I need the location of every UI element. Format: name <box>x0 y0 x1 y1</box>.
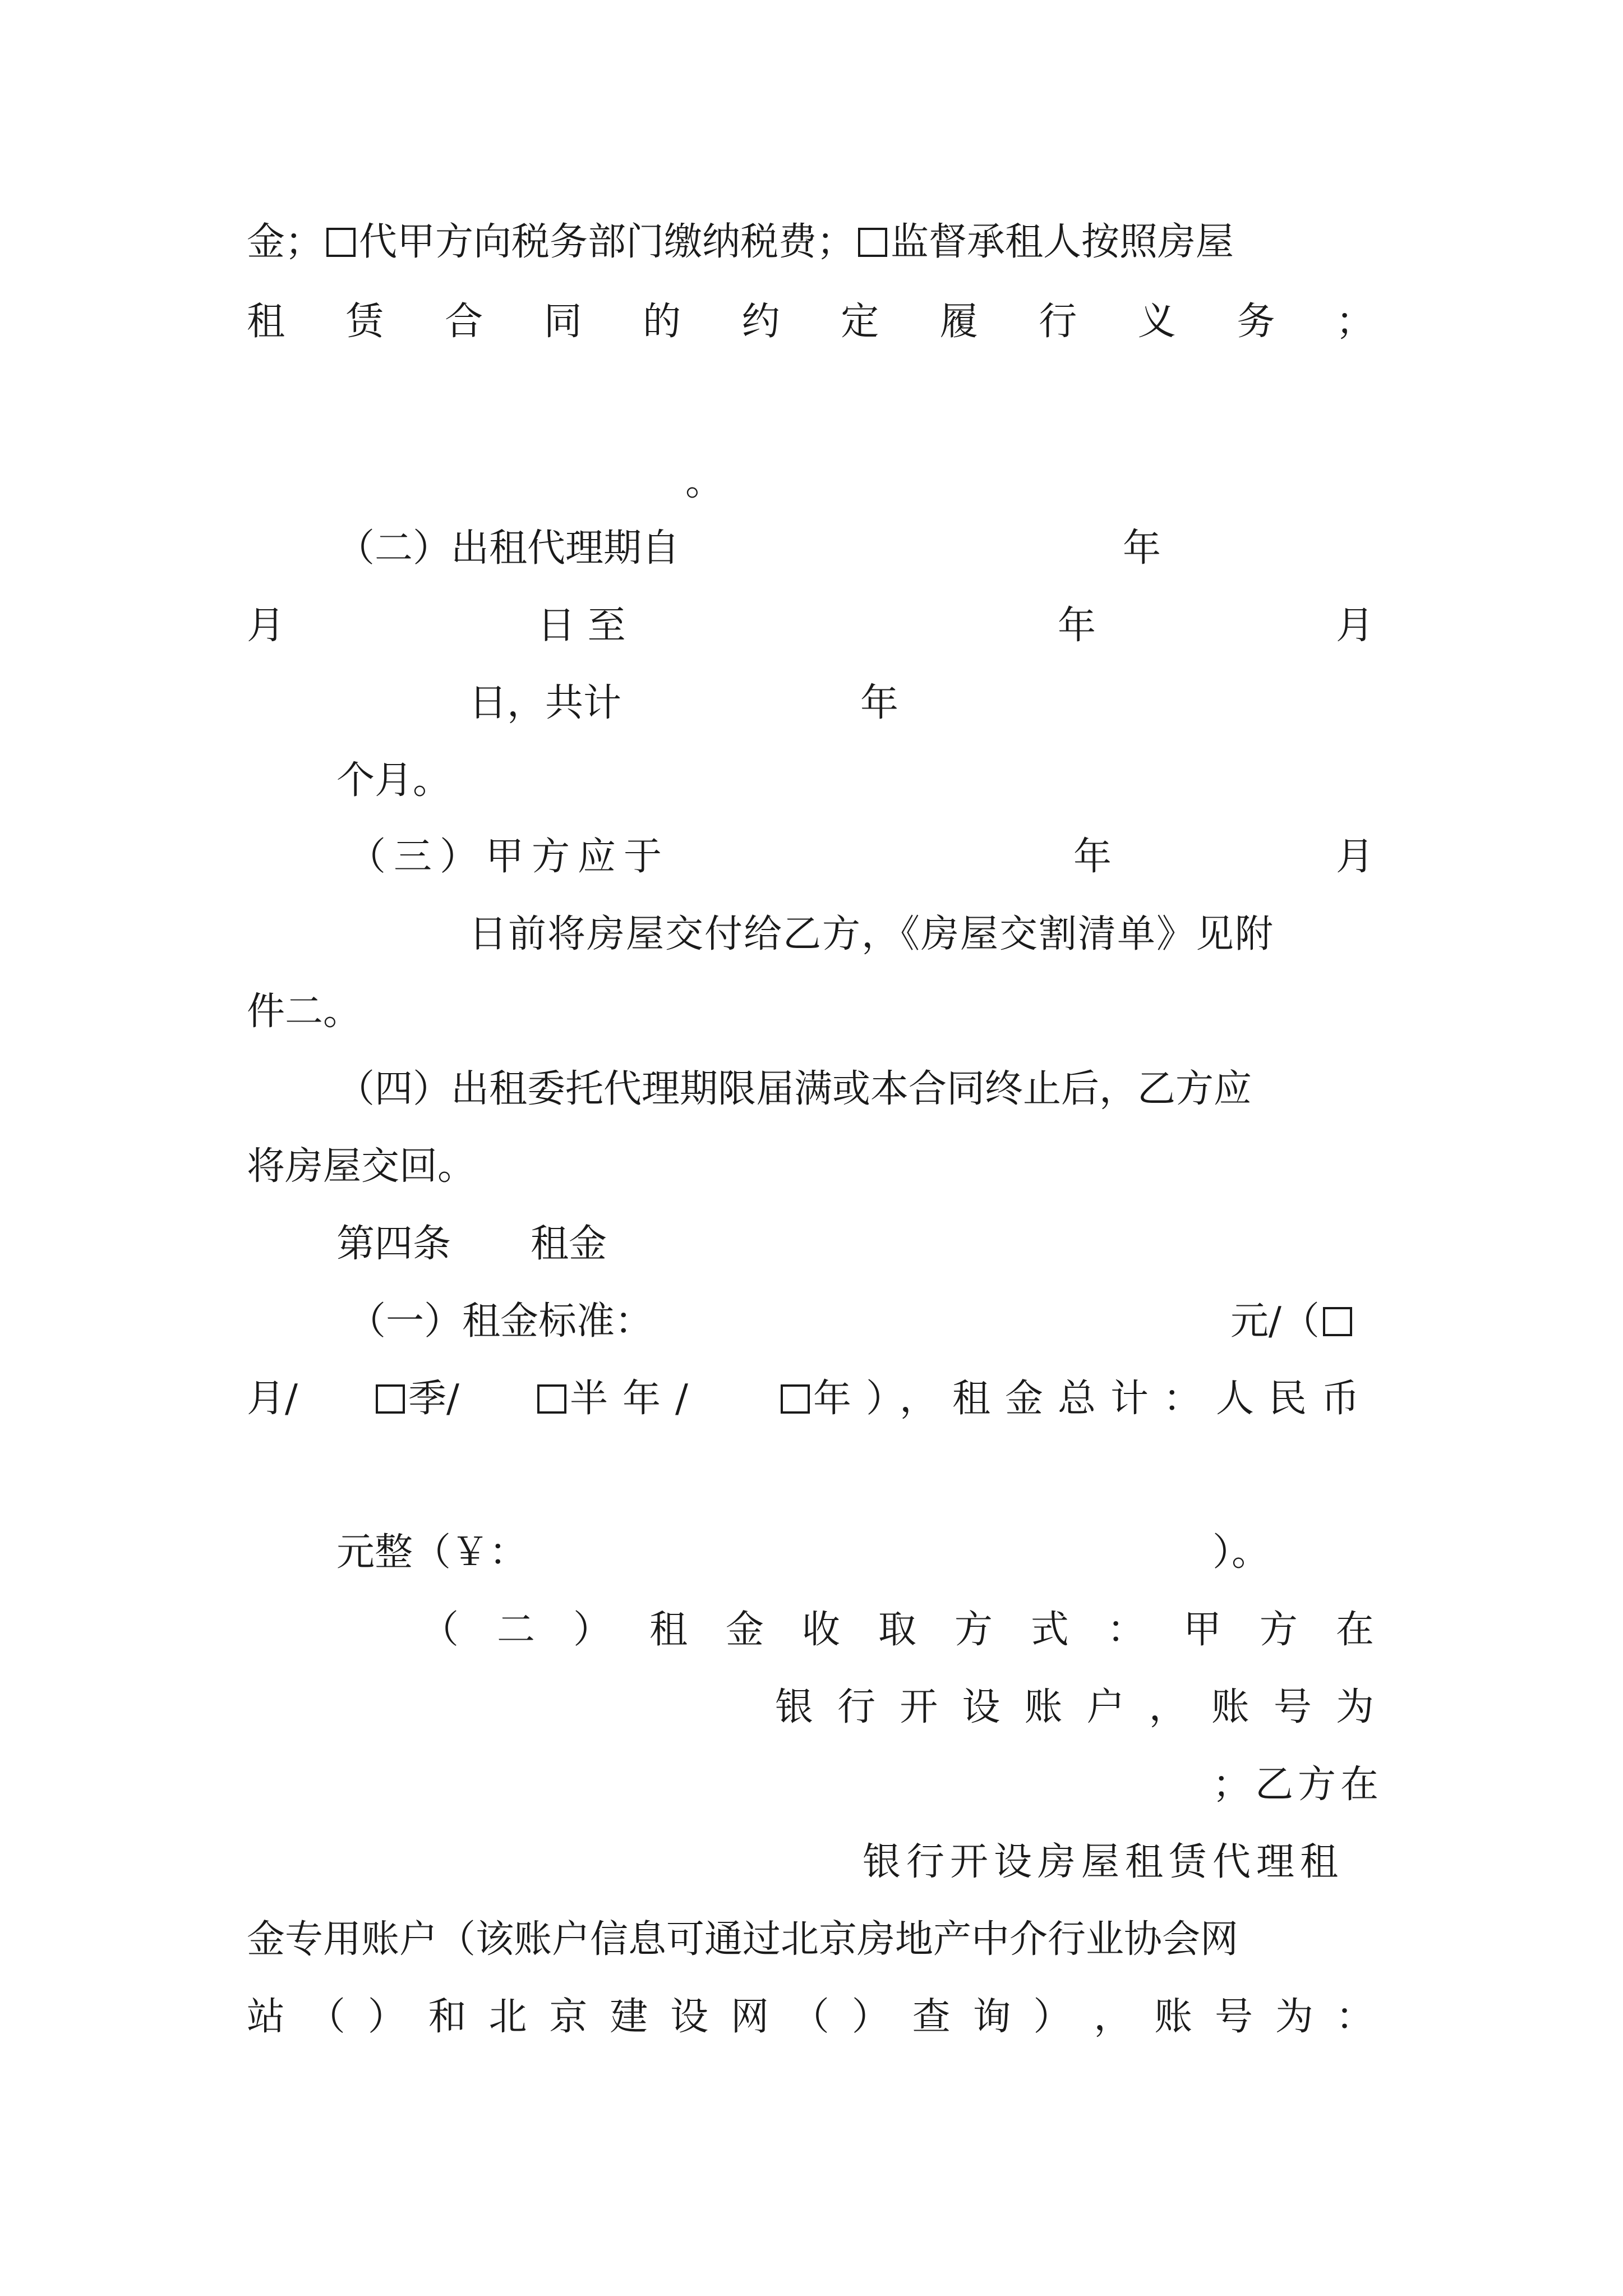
char: ） <box>851 1995 890 2039</box>
section-line-3-end: 。 <box>685 460 724 504</box>
checkbox-half-year[interactable] <box>537 1384 566 1414</box>
char: 和 <box>428 1995 467 2039</box>
char: 开 <box>900 1685 938 1729</box>
term3-year: 年 <box>1073 835 1112 879</box>
term3-month: 月 <box>1336 835 1375 879</box>
checkbox-year[interactable] <box>781 1384 810 1414</box>
article4-heading-num: 第四条 <box>336 1222 451 1266</box>
char: 同 <box>543 300 582 344</box>
rent2-line4: 银行开设房屋租赁代理租 <box>863 1840 1344 1884</box>
char: 金 <box>725 1608 764 1652</box>
char: 赁 <box>345 300 384 344</box>
text-fragment: 半年/ <box>569 1377 703 1421</box>
char: 义 <box>1137 300 1176 344</box>
char: （ <box>791 1995 829 2039</box>
char: 履 <box>939 300 978 344</box>
char: 为 <box>1335 1685 1374 1729</box>
char: 查 <box>912 1995 951 2039</box>
term3-label: （三）甲方应于 <box>348 835 670 879</box>
checkbox-quarter[interactable] <box>376 1384 405 1414</box>
char: ） <box>573 1608 611 1652</box>
term3-line2: 日前将房屋交付给乙方，《房屋交割清单》见附 <box>469 912 1275 956</box>
char: （ <box>307 1995 345 2039</box>
term2-day-total: 日，共计 <box>469 681 622 725</box>
char: 行 <box>1039 300 1077 344</box>
term4-line1: （四）出租委托代理期限届满或本合同终止后，乙方应 <box>336 1067 1252 1111</box>
char: 设 <box>962 1685 1000 1729</box>
char: 建 <box>610 1995 648 2039</box>
rent1-line3-a: 元整（￥： <box>336 1530 528 1575</box>
char: 询 <box>972 1995 1011 2039</box>
text-fragment: 季/ <box>408 1377 459 1421</box>
char: 站 <box>247 1995 285 2039</box>
section-line-1 <box>247 220 1234 264</box>
char: 二 <box>496 1608 535 1652</box>
checkbox-month[interactable] <box>1323 1307 1352 1336</box>
char: 在 <box>1335 1608 1374 1652</box>
rent1-line2 <box>247 1377 1374 1421</box>
char: 甲 <box>1183 1608 1221 1652</box>
text-fragment: 金； <box>247 220 324 264</box>
char: 网 <box>731 1995 769 2039</box>
char: ， <box>1149 1685 1187 1729</box>
char: 号 <box>1215 1995 1253 2039</box>
char: （ <box>421 1608 459 1652</box>
rent2-line3: ；乙方在 <box>1212 1763 1384 1807</box>
char: 账 <box>1024 1685 1063 1729</box>
rent1-label: （一）租金标准： <box>348 1299 653 1343</box>
term2-day-to: 日 至 <box>537 604 626 648</box>
section-line-2 <box>247 300 1374 344</box>
char: 账 <box>1211 1685 1249 1729</box>
char: 的 <box>643 300 681 344</box>
rent1-unit <box>1230 1299 1355 1343</box>
char: ， <box>1094 1995 1132 2039</box>
char: 账 <box>1154 1995 1193 2039</box>
article4-heading-title: 租金 <box>531 1222 607 1266</box>
text-fragment: 月/ <box>247 1377 298 1421</box>
char: 租 <box>649 1608 688 1652</box>
char: ） <box>1033 1995 1072 2039</box>
text-fragment: 代甲方向税务部门缴纳税费； <box>359 220 855 264</box>
char: 定 <box>841 300 879 344</box>
char: 收 <box>801 1608 840 1652</box>
text-fragment: 元/（ <box>1230 1299 1320 1343</box>
term2-month1: 月 <box>247 604 285 648</box>
term2-year1: 年 <box>1123 526 1161 570</box>
checkbox-tax[interactable] <box>326 228 356 257</box>
char: 取 <box>878 1608 916 1652</box>
char: 约 <box>741 300 780 344</box>
term2-year2: 年 <box>1058 604 1096 648</box>
term3-line3: 件二。 <box>247 990 362 1034</box>
term2-month2: 月 <box>1336 604 1375 648</box>
char: 京 <box>549 1995 588 2039</box>
term4-line2: 将房屋交回。 <box>247 1144 476 1189</box>
char: 设 <box>670 1995 709 2039</box>
rent2-line5: 金专用账户（该账户信息可通过北京房地产中介行业协会网 <box>247 1917 1239 1962</box>
term2-months: 个月。 <box>336 758 451 803</box>
text-fragment: 监督承租人按照房屋 <box>891 220 1234 264</box>
rent2-line2 <box>775 1685 1374 1729</box>
char: 务 <box>1237 300 1275 344</box>
text-fragment: 年），租金总计：人民币 <box>813 1377 1374 1421</box>
char: ） <box>367 1995 406 2039</box>
char: ： <box>1335 1995 1374 2039</box>
char: 方 <box>954 1608 993 1652</box>
term2-year3: 年 <box>860 681 899 725</box>
char: 户 <box>1086 1685 1125 1729</box>
rent2-line1 <box>421 1608 1374 1652</box>
char: ： <box>1106 1608 1145 1652</box>
char: 号 <box>1273 1685 1312 1729</box>
char: 租 <box>247 300 285 344</box>
checkbox-supervise[interactable] <box>858 228 887 257</box>
char: 为 <box>1275 1995 1313 2039</box>
char: 合 <box>445 300 483 344</box>
char: 银 <box>775 1685 814 1729</box>
rent2-line6 <box>247 1995 1374 2039</box>
rent1-line3-b: ）。 <box>1212 1530 1270 1575</box>
char: 北 <box>488 1995 527 2039</box>
char: ； <box>1335 300 1374 344</box>
char: 方 <box>1259 1608 1298 1652</box>
term2-label: （二）出租代理期自 <box>336 526 680 570</box>
char: 式 <box>1030 1608 1069 1652</box>
char: 行 <box>837 1685 876 1729</box>
